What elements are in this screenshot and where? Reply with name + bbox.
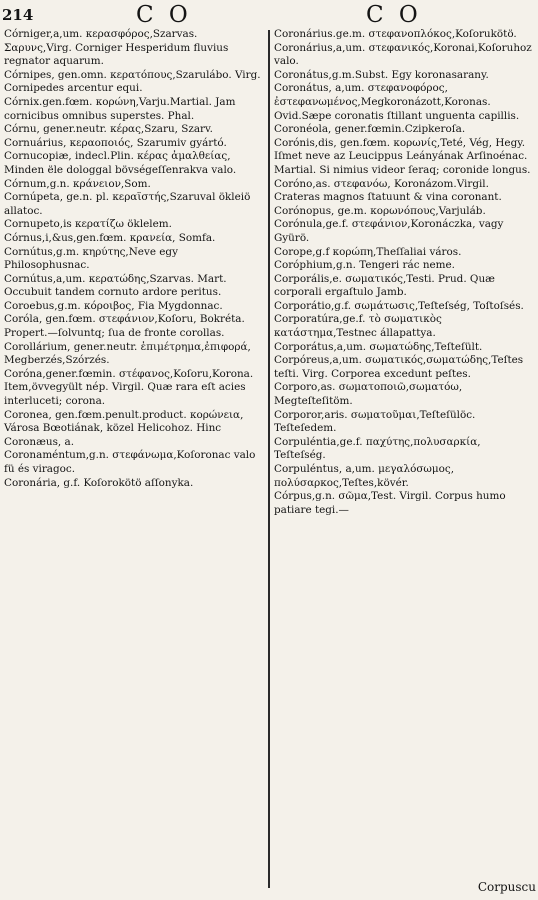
dictionary-entry: Coronéola, gener.fœmin.Czipkeroſa.: [274, 123, 466, 136]
dictionary-entry: Coronárius.ge.m. στεφανοπλόκος,Koſorukötö.: [274, 28, 517, 40]
dictionary-entry: Coronária, g.f. Koſorokötö aſſonyka.: [4, 476, 194, 489]
dictionary-entry: Córnu, gener.neutr. κέρας,Szaru, Szarv.: [4, 123, 213, 136]
dictionary-entry: Corónula,ge.f. στεφάνιον,Koronáczka, vagy Gyürö.: [274, 218, 504, 244]
dictionary-entry: Coróla, gen.fœm. στεφάνιον,Koſoru, Bokréta. Propert.—ſolvuntq; ſua de fronte corollas.: [4, 313, 245, 340]
dictionary-entry: Córnipes, gen.omn. κερατόπους,Szarulábo. Virg. Cornipedes arcentur equi.: [4, 68, 261, 95]
column-divider: [268, 30, 270, 888]
page-number: 214: [2, 6, 34, 24]
dictionary-entry: Córnix.gen.fœm. κορώνη,Varju.Martial. Jam cornicibus omnibus superstes. Phal.: [4, 95, 236, 122]
dictionary-entry: Córnus,i,&us,gen.fœm. κρανεία, Somfa.: [4, 231, 216, 244]
dictionary-entry: Córniger,a,um. κερασφόρος,Szarvas. Σαρυνς,Virg. Corniger Hesperidum fluvius regnator aquarum.: [4, 28, 229, 68]
right-column: [274, 28, 534, 517]
dictionary-entry: Corporális,e. σωματικός,Testi. Prud. Quæ corporali ergaſtulo Jamb.: [274, 272, 495, 299]
dictionary-entry: Corónis,dis, gen.fœm. κορωνίς,Teté, Vég, Hegy. Iſmet neve az Leucippus Leányának Arſinoénac. Martial. Si nimius videor ſeraq; coronide longus.: [274, 136, 531, 176]
dictionary-entry: Coróphium,g.n. Tengeri rác neme.: [274, 259, 455, 272]
dictionary-entry: Corpóreus,a,um. σωματικός,σωματώδης,Teſtes teſti. Virg. Corporea excedunt peſtes.: [274, 354, 524, 380]
dictionary-entry: Corpuléntus, a,um. μεγαλόσωμος, πολύσαρκος,Teſtes,kövér.: [274, 463, 455, 489]
dictionary-entry: Corope,g.f κορώπη,Theſſaliai város.: [274, 245, 462, 258]
dictionary-entry: Cornúpeta, ge.n. pl. κεραϊστής,Szaruval ökleiö allatoc.: [4, 191, 251, 217]
dictionary-entry: Coroebus,g.m. κόροιβος, Fia Mygdonnac.: [4, 299, 223, 312]
dictionary-entry: Coronea, gen.fœm.penult.product. κορώνεια, Városa Bœotiának, közel Helicohoz. Hinc Coronæus, a.: [4, 408, 244, 448]
dictionary-entry: Córnum,g.n. κράνειον,Som.: [4, 177, 151, 190]
dictionary-entry: Coronaméntum,g.n. στεφάνωμα,Koſoronac valo fü és viragoc.: [4, 449, 256, 475]
left-column: [4, 28, 266, 490]
catchword: Corpuscu: [477, 880, 536, 894]
dictionary-entry: Corporátus,a,um. σωματώδης,Teſteſült.: [274, 340, 483, 353]
dictionary-entry: Corporatúra,ge.f. τὸ σωματικὸς κατάστημα,Testnec állapattya.: [274, 313, 442, 340]
dictionary-entry: Corporátio,g.f. σωμάτωσις,Teſteſség, Toſtoſsés.: [274, 299, 524, 312]
header-left: C O: [136, 2, 192, 28]
dictionary-entry: Corporor,aris. σωματοῦμαι,Teſteſülöc. Teſteſedem.: [274, 408, 476, 435]
dictionary-entry: Corpuléntia,ge.f. παχύτης,πολυσαρκία, Teſteſség.: [274, 435, 481, 462]
dictionary-entry: Córpus,g.n. σῶμα,Test. Virgil. Corpus humo patiare tegi.—: [274, 490, 506, 516]
dictionary-entry: Corollárium, gener.neutr. ἐπιμέτρημα,ἐπιφορά, Megberzés,Szórzés.: [4, 340, 251, 367]
dictionary-entry: Coróna,gener.fœmin. στέφανος,Koſoru,Korona. Item,övvegyült nép. Virgil. Quæ rara eſt acies interluceti; corona.: [4, 367, 254, 408]
dictionary-entry: Cornuárius, κεραοποιός, Szarumiv gyártó.: [4, 136, 227, 149]
dictionary-entry: Coronátus,g.m.Subst. Egy koronasarany.: [274, 68, 489, 81]
dictionary-entry: Corporo,as. σωματοποιῶ,σωματόω, Megteſteſitöm.: [274, 381, 463, 408]
dictionary-entry: Coróno,as. στεφανόω, Koronázom.Virgil. Crateras magnos ſtatuunt & vina coronant.: [274, 177, 502, 204]
dictionary-entry: Corónopus, ge.m. κορωνόπους,Varjuláb.: [274, 204, 486, 217]
dictionary-entry: Cornupeto,is κερατίζω öklelem.: [4, 218, 172, 231]
dictionary-entry: Cornútus,g.m. κηρύτης,Neve egy Philosophusnac.: [4, 245, 178, 272]
header-right: C O: [366, 2, 422, 28]
dictionary-entry: Cornucopiæ, indecl.Plin. κέρας ἀμαλθείας, Minden ële dologgal bövségeſſenrakva valo.: [4, 150, 237, 176]
dictionary-entry: Cornútus,a,um. κερατώδης,Szarvas. Mart. Occubuit tandem cornuto ardore peritus.: [4, 272, 227, 299]
page-header: [0, 2, 538, 28]
dictionary-entry: Coronátus, a,um. στεφανοφόρος, ἐστεφανωμένος,Megkoronázott,Koronas. Ovid.Sæpe coronatis ſtillant unguenta capillis.: [274, 82, 520, 122]
dictionary-entry: Coronárius,a,um. στεφανικός,Koronai,Koſoruhoz valo.: [274, 41, 532, 68]
